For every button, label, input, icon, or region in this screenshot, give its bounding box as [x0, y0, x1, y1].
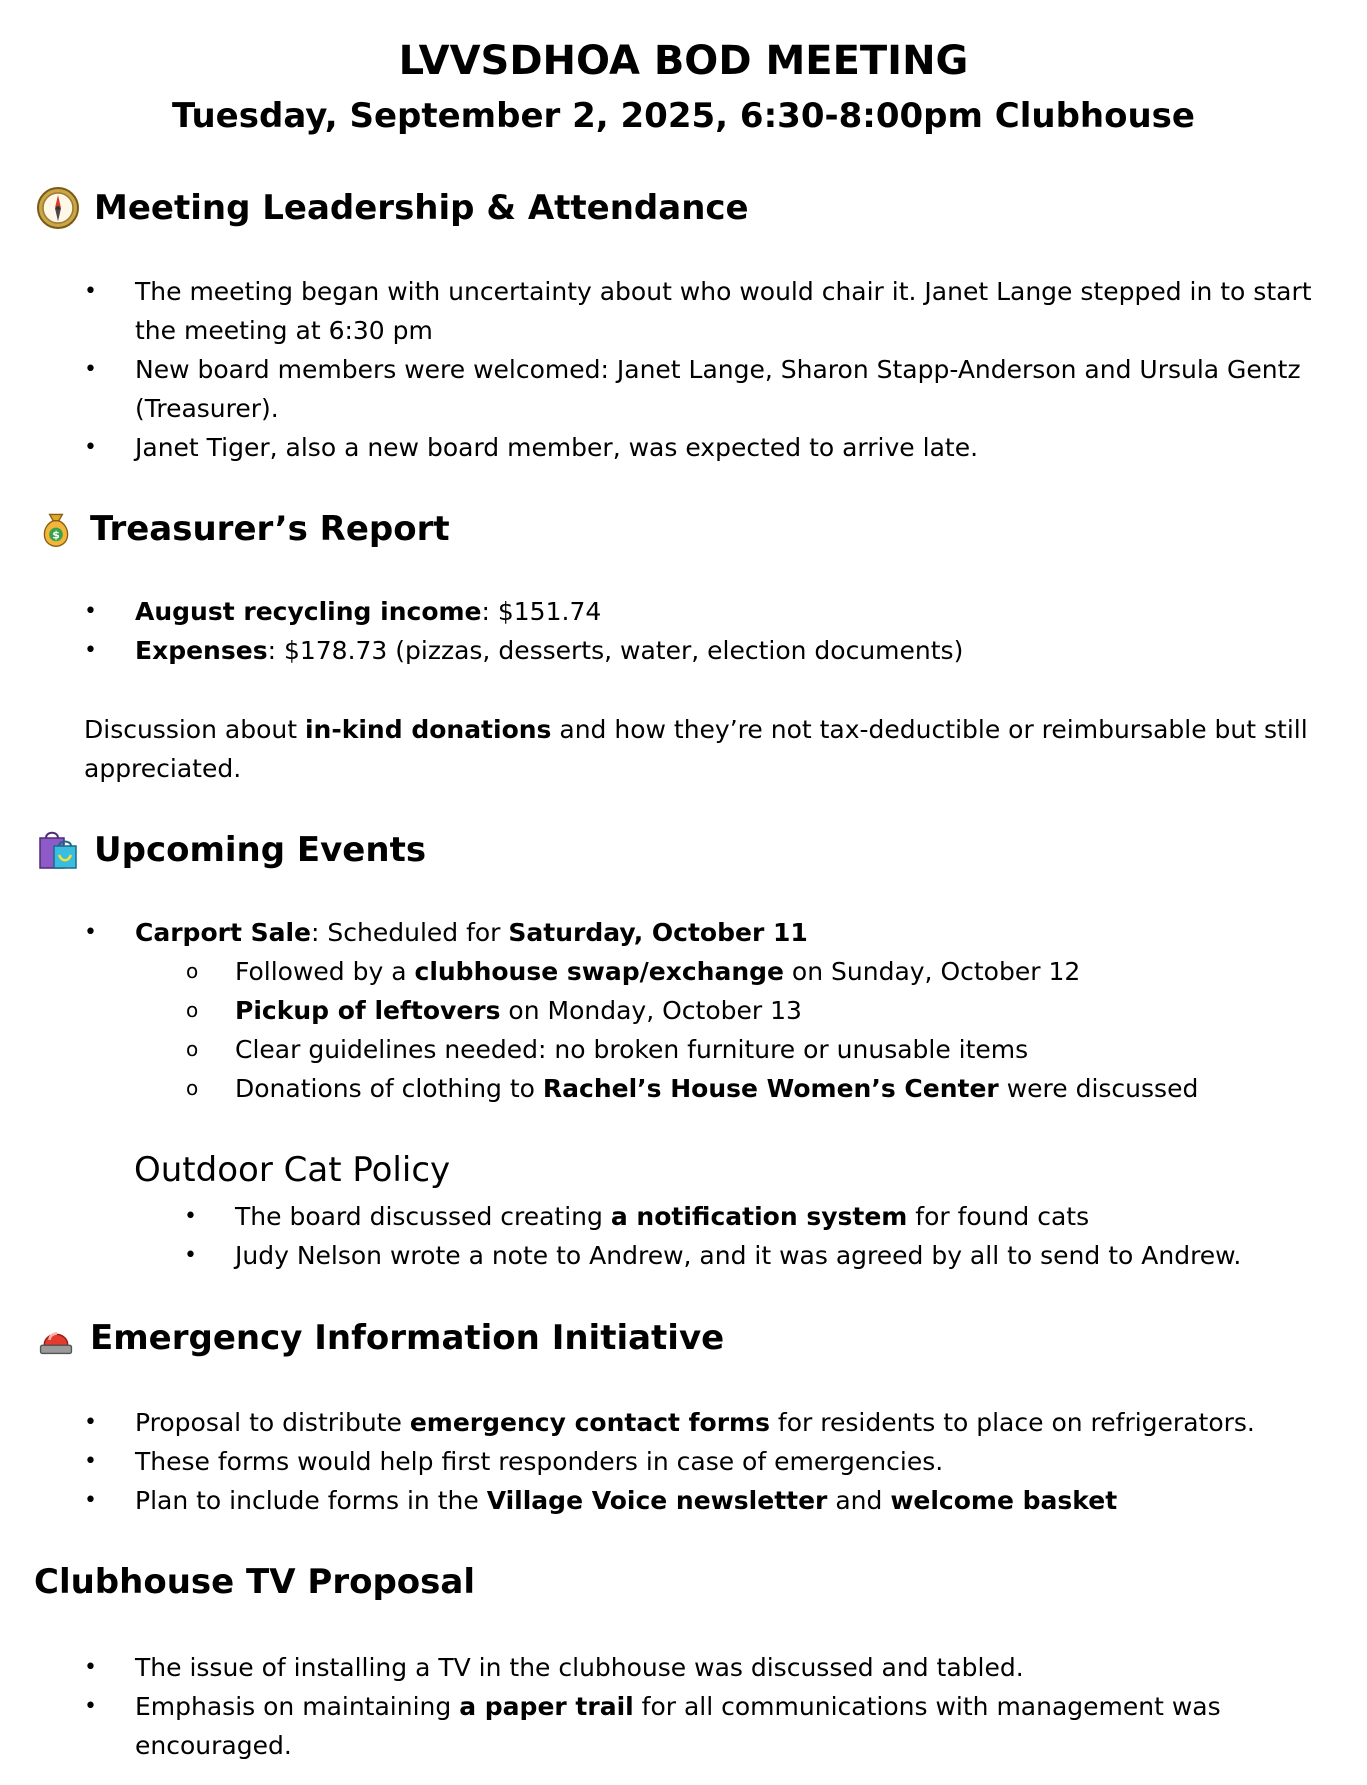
emergency-list	[84, 1403, 1344, 1520]
list-item: • New board members were welcomed: Janet Lange, Sharon Stapp-Anderson and Ursula Gentz (Treasurer).	[84, 350, 1344, 428]
treasurer-discussion: Discussion about in-kind donations and how they’re not tax-deductible or reimbursable but still appreciated.	[84, 715, 1308, 783]
emergency-heading	[36, 1316, 724, 1360]
treasurer-heading-text: Treasurer’s Report	[90, 509, 450, 549]
police-light-icon	[36, 1316, 76, 1360]
document-subtitle: Tuesday, September 2, 2025, 6:30-8:00pm Clubhouse	[172, 96, 1195, 136]
leadership-heading	[36, 186, 749, 230]
list-item: • The meeting began with uncertainty about who would chair it. Janet Lange stepped in to start the meeting at 6:30 pm	[84, 272, 1344, 350]
list-item: • The board discussed creating a notification system for found cats	[184, 1197, 1344, 1236]
list-item: • August recycling income: $151.74	[84, 592, 1344, 631]
list-item: • The issue of installing a TV in the clubhouse was discussed and tabled.	[84, 1648, 1344, 1687]
treasurer-list	[84, 592, 1344, 670]
events-list	[84, 913, 1344, 952]
list-item: o Followed by a clubhouse swap/exchange on Sunday, October 12	[184, 952, 1344, 991]
list-item: • Judy Nelson wrote a note to Andrew, and it was agreed by all to send to Andrew.	[184, 1236, 1344, 1275]
cat-policy-heading: Outdoor Cat Policy	[134, 1150, 451, 1190]
document-title: LVVSDHOA BOD MEETING	[398, 38, 969, 84]
emergency-heading-text: Emergency Information Initiative	[90, 1318, 725, 1358]
events-sublist	[184, 952, 1344, 1108]
list-item: o Clear guidelines needed: no broken furniture or unusable items	[184, 1030, 1344, 1069]
leadership-heading-text: Meeting Leadership & Attendance	[94, 188, 749, 228]
leadership-list	[84, 272, 1344, 467]
list-item: • Emphasis on maintaining a paper trail for all communications with management was encouraged.	[84, 1687, 1344, 1765]
list-item: • Janet Tiger, also a new board member, was expected to arrive late.	[84, 428, 1344, 467]
money-bag-icon	[36, 507, 76, 551]
tv-list	[84, 1648, 1344, 1765]
compass-icon	[36, 186, 80, 230]
tv-heading	[34, 1562, 475, 1602]
list-item: • These forms would help first responders in case of emergencies.	[84, 1442, 1344, 1481]
events-heading	[36, 828, 426, 872]
list-item: • Expenses: $178.73 (pizzas, desserts, water, election documents)	[84, 631, 1344, 670]
events-heading-text: Upcoming Events	[94, 830, 427, 870]
tv-heading-text: Clubhouse TV Proposal	[34, 1562, 475, 1602]
list-item: o Pickup of leftovers on Monday, October 13	[184, 991, 1344, 1030]
treasurer-heading	[36, 507, 450, 551]
svg-text:$: $	[52, 528, 60, 542]
list-item: • Proposal to distribute emergency contact forms for residents to place on refrigerators.	[84, 1403, 1344, 1442]
cat-policy-list	[184, 1197, 1344, 1275]
shopping-bags-icon	[36, 828, 80, 872]
list-item: • Plan to include forms in the Village Voice newsletter and welcome basket	[84, 1481, 1344, 1520]
list-item: • Carport Sale: Scheduled for Saturday, October 11	[84, 913, 1344, 952]
list-item: o Donations of clothing to Rachel’s House Women’s Center were discussed	[184, 1069, 1344, 1108]
